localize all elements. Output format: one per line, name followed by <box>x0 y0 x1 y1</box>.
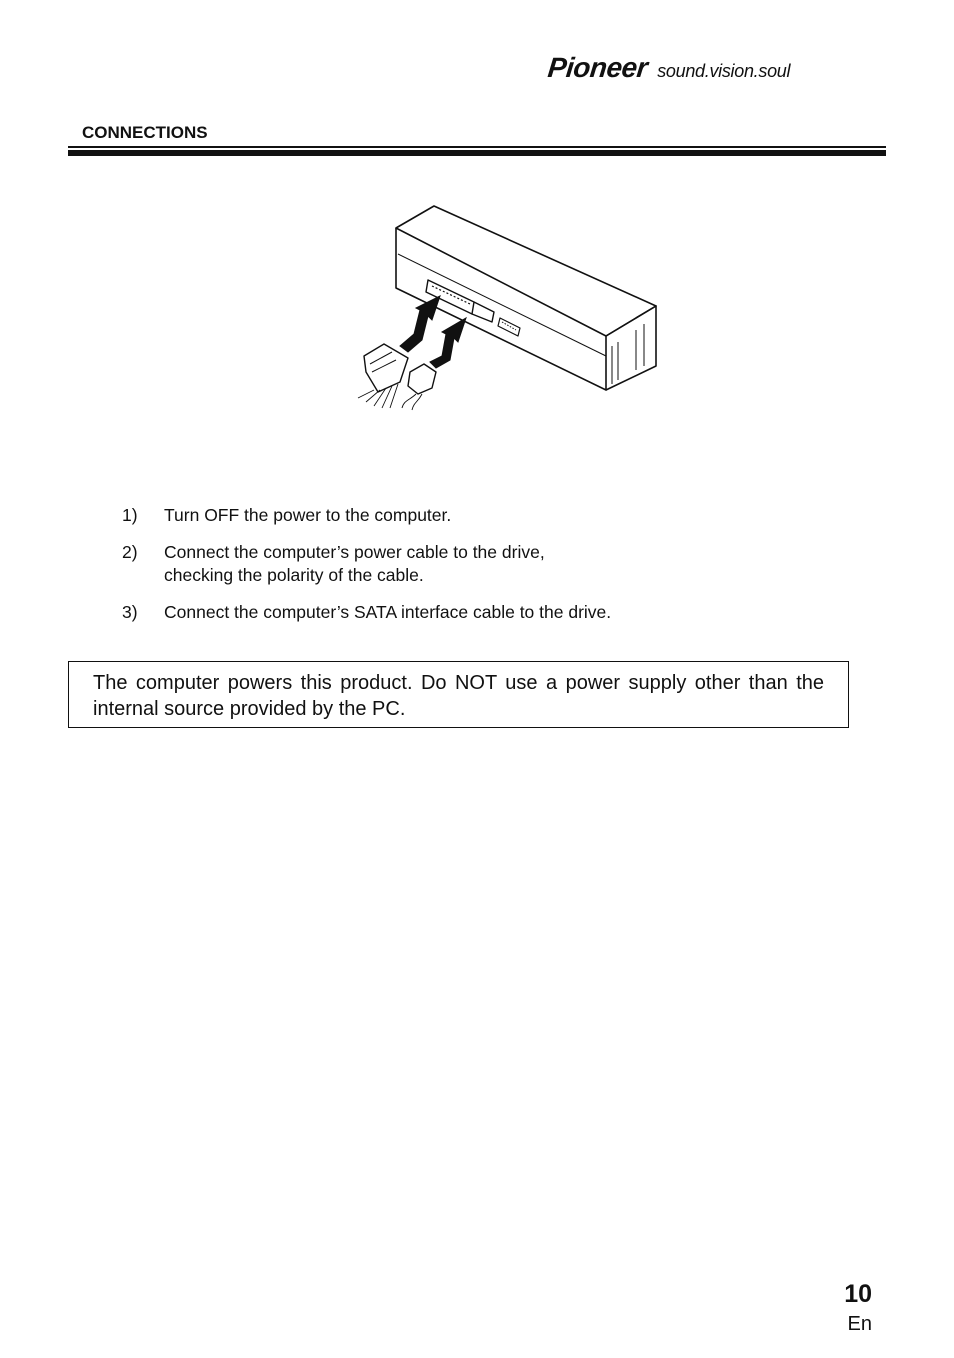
arrow-power <box>400 296 440 352</box>
step-number: 3) <box>122 602 138 622</box>
instruction-steps <box>122 504 822 638</box>
arrow-data <box>430 318 466 368</box>
header-rule-thick <box>68 150 886 156</box>
brand-name: Pioneer <box>546 52 649 83</box>
list-item <box>122 541 822 587</box>
data-cable-plug <box>408 364 436 394</box>
list-item <box>122 504 822 527</box>
notice-text: The computer powers this product. Do NOT use a power supply other than the internal source provided by the PC. <box>93 672 824 720</box>
list-item <box>122 601 822 624</box>
brand-logo <box>548 52 790 82</box>
power-cable-plug <box>364 344 408 392</box>
page-language: En <box>847 1313 872 1335</box>
step-text: Connect the computer’s SATA interface cable to the drive. <box>164 602 612 622</box>
step-number: 2) <box>122 542 138 562</box>
power-notice-box <box>68 661 849 728</box>
step-text: Connect the computer’s power cable to the drive, checking the polarity of the cable. <box>164 542 545 585</box>
header-rule-thin <box>68 146 886 148</box>
data-connector <box>472 302 494 322</box>
step-number: 1) <box>122 505 138 525</box>
page-number: 10 <box>844 1280 872 1308</box>
step-text: Turn OFF the power to the computer. <box>164 505 452 525</box>
brand-tagline: sound.vision.soul <box>657 61 791 81</box>
drive-side-face <box>606 306 656 390</box>
data-cable-wires <box>402 394 422 410</box>
section-title: CONNECTIONS <box>82 123 208 142</box>
drive-connection-illustration <box>344 196 662 412</box>
